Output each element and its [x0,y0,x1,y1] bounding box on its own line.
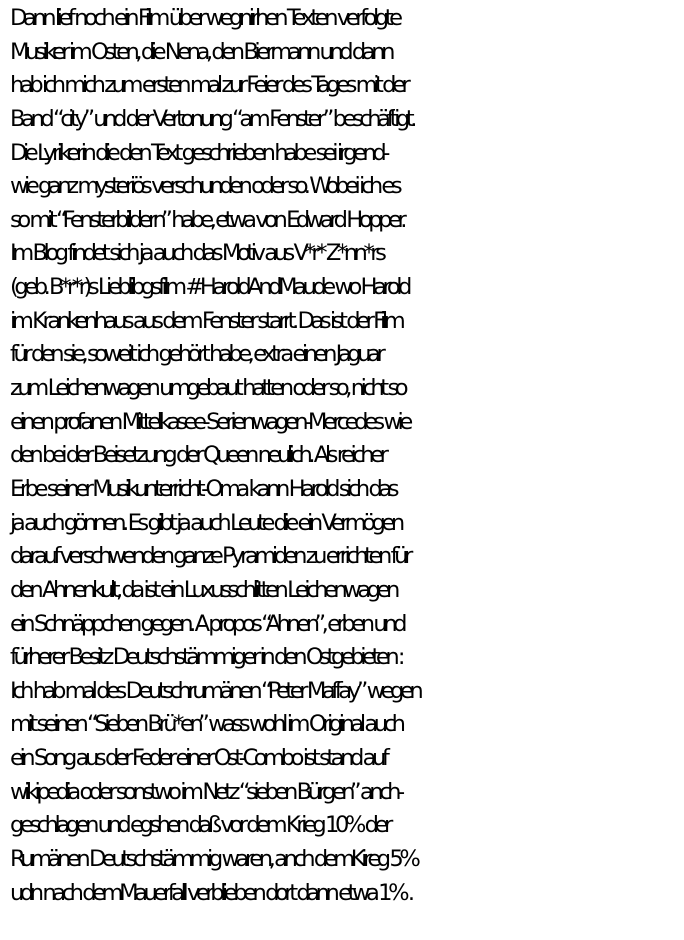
text-line-16: ja auch gönnen. Es gibt ja auch Leute die ein Vermögen [10,509,401,536]
text-line-18: den Ahnenkult, da ist ein Luxusschlitten Leichenwagen [10,576,396,603]
text-line-6: wie ganz mysteriös verschunden oder so. Wobei ich es [10,173,399,200]
text-line-4: Band “city” und der Vertonung “am Fenster” beschäftigt. [10,105,413,132]
text-line-23: ein Song aus der Feder einer Ost-Combo ist stand auf [10,745,386,772]
text-line-2: Musiker im Osten, die Nena, den Biermann und dann [10,38,391,65]
text-line-12: zum Leichenwagen umgebaut hatten oder so, nicht so [10,375,405,402]
text-line-3: hab ich mich zum ersten mal zur Feier des Tages mit der [10,72,407,99]
text-line-10: im Krankenhaus aus dem Fenster starrt. Das ist der Film [10,307,402,334]
text-line-20: fürherer Besitz Deutschstämmiger in den Ostgebieten : [10,644,402,671]
text-line-26: Rumänen Deutschstämmig waren, anch demKireg 5% [10,846,417,873]
text-line-25: geschlagen und egshen daß vor dem Krieg 10% der [10,812,389,839]
text-line-13: einen profanen Mittelkasee-Serienwagen-Mercedes wie [10,408,409,435]
text-line-27: udn nach demMauerfall verblieben dort dann etwa 1% . [10,879,411,906]
text-line-24: wikipedia oder sonstwo im Netz “sieben Bürgen” anch- [10,778,401,805]
text-line-5: Die Lyrikerin die den Text geschrieben habe sei irgend- [10,139,386,166]
text-line-14: den bei der Beisetzung der Queen neulich. Als reicher [10,442,385,469]
text-line-15: Erbe seiner Musikunterricht-Oma kann Harold sich das [10,475,396,502]
text-line-21: Ich hab mal des Deutschrumänen “Peter Maffay” wegen [10,677,420,704]
text-line-11: für den sie, soweit ich gehört habe, extra einen Jaguar [10,341,382,368]
text-line-8: Im Blog findet sich ja auch das Motiv aus V*r* Z*nn*rs [10,240,383,267]
text-line-1: Dann lief noch ein Film über wegnirhen Texten verfolgte [10,5,399,31]
text-line-22: mit seinen “Sieben Brü*en” wass wohl im Original auch [10,711,402,738]
text-line-19: ein Schnäppchen gegen. A propos “Ahnen”, erben und [10,610,403,637]
text-line-9: (geb. B*r*r)s Lieblibgsfilm #HaroldAndMaude wo Harold [10,274,408,301]
text-line-17: darauf verschwenden ganze Pyramiden zu errichten für [10,543,409,570]
text-line-7: so mit “Fensterbildern” habe, etwa von Edward Hopper. [10,206,403,233]
